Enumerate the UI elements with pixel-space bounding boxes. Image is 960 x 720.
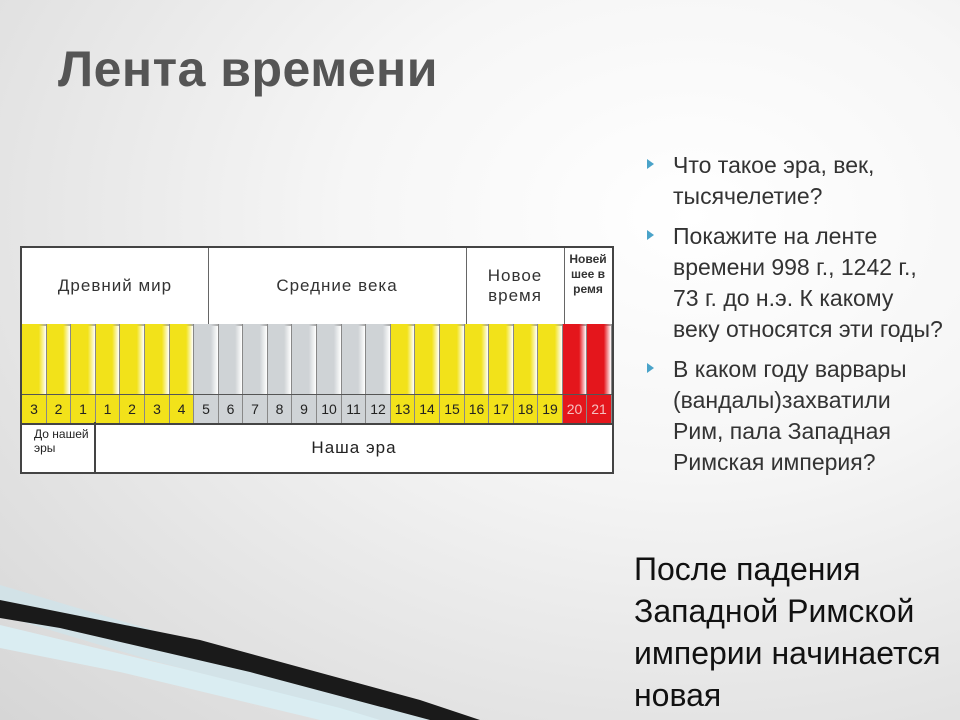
slide-title: Лента времени xyxy=(58,41,438,97)
century-bar xyxy=(96,324,120,394)
century-bar xyxy=(120,324,145,394)
century-number: 2 xyxy=(47,395,71,423)
century-number: 12 xyxy=(366,395,391,423)
century-bars xyxy=(22,324,612,394)
era-ancient: Древний мир xyxy=(22,248,209,324)
century-bar xyxy=(465,324,489,394)
century-number: 19 xyxy=(538,395,563,423)
era-modern: Новое время xyxy=(466,248,565,324)
bullet-arrow-icon xyxy=(647,230,654,240)
century-bar xyxy=(391,324,415,394)
century-number: 17 xyxy=(489,395,514,423)
century-number: 3 xyxy=(22,395,47,423)
century-number: 16 xyxy=(465,395,489,423)
century-number: 2 xyxy=(120,395,145,423)
century-bar xyxy=(243,324,268,394)
era-middle-ages: Средние века xyxy=(208,248,467,324)
century-bar xyxy=(47,324,71,394)
bullet-arrow-icon xyxy=(647,159,654,169)
century-bar xyxy=(194,324,219,394)
century-bar xyxy=(219,324,243,394)
century-number: 20 xyxy=(563,395,587,423)
century-bar xyxy=(268,324,292,394)
bullet-item xyxy=(645,354,945,478)
century-bar xyxy=(22,324,47,394)
century-number: 11 xyxy=(342,395,366,423)
century-number: 14 xyxy=(415,395,440,423)
century-bar xyxy=(440,324,465,394)
century-bar xyxy=(415,324,440,394)
century-bar xyxy=(563,324,587,394)
era-newest: Новей шее в ремя xyxy=(569,252,607,296)
century-bar xyxy=(587,324,612,394)
century-number: 10 xyxy=(317,395,342,423)
bullet-arrow-icon xyxy=(647,363,654,373)
era-split-row xyxy=(22,422,612,474)
era-row xyxy=(22,248,612,326)
century-bar xyxy=(489,324,514,394)
century-number: 18 xyxy=(514,395,538,423)
century-bar xyxy=(366,324,391,394)
century-number: 1 xyxy=(96,395,120,423)
century-number: 21 xyxy=(587,395,612,423)
century-number: 5 xyxy=(194,395,219,423)
bc-label: До нашей эры xyxy=(22,422,96,474)
bullet-text: В каком году варвары (вандалы)захватили Рим, пала Западная Римская империя? xyxy=(673,356,907,475)
century-bar xyxy=(538,324,563,394)
bullet-text: Покажите на ленте времени 998 г., 1242 г., 73 г. до н.э. К какому веку относятся эти годы? xyxy=(673,223,943,342)
century-bar xyxy=(170,324,194,394)
bullet-item xyxy=(645,221,945,345)
century-number: 6 xyxy=(219,395,243,423)
ad-label: Наша эра xyxy=(311,438,397,457)
century-bar xyxy=(71,324,96,394)
century-number: 7 xyxy=(243,395,268,423)
century-bar xyxy=(342,324,366,394)
century-numbers xyxy=(22,394,612,425)
century-number: 4 xyxy=(170,395,194,423)
bullet-item xyxy=(645,150,945,212)
century-number: 9 xyxy=(292,395,317,423)
timeline-image xyxy=(20,246,614,474)
century-bar xyxy=(514,324,538,394)
century-number: 13 xyxy=(391,395,415,423)
bullet-list xyxy=(645,150,945,487)
continuation-text: После падения Западной Римской империи начинается новая xyxy=(634,551,941,713)
bullet-text: Что такое эра, век, тысячелетие? xyxy=(673,152,875,209)
century-number: 3 xyxy=(145,395,170,423)
century-bar xyxy=(145,324,170,394)
century-number: 8 xyxy=(268,395,292,423)
century-number: 1 xyxy=(71,395,96,423)
century-bar xyxy=(317,324,342,394)
century-bar xyxy=(292,324,317,394)
century-number: 15 xyxy=(440,395,465,423)
